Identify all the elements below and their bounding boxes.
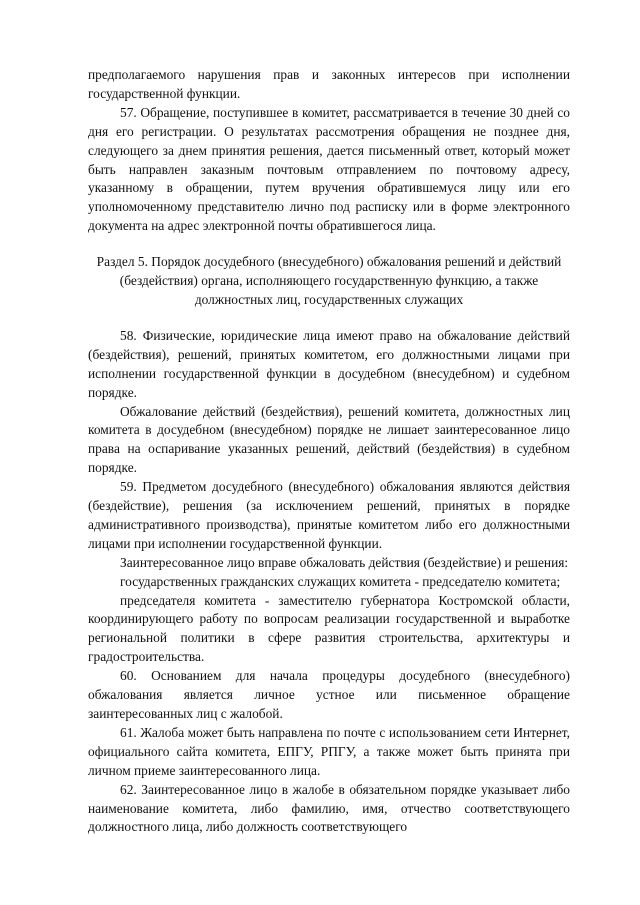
paragraph-62: 62. Заинтересованное лицо в жалобе в обязательном порядке указывает либо наименование комитета, либо фамилию, имя, отчество соответствующего должностного лица, либо должность соответствующего — [88, 781, 570, 835]
paragraph-58: 58. Физические, юридические лица имеют право на обжалование действий (бездействия), решений, принятых комитетом, его должностными лицами при исполнении государственной функции в досудебном (внесудебном) и судебном порядке. — [88, 327, 570, 400]
list-item-chairman: председателя комитета - заместителю губернатора Костромской области, координирующего работу по вопросам реализации государственной и выработке региональной политики в сфере развития строительства, архитектуры и градостроительства. — [88, 592, 570, 665]
paragraph-58-appeal: Обжалование действий (бездействия), решений комитета, должностных лиц комитета в досудебном (внесудебном) порядке не лишает заинтересованное лицо права на оспаривание указанных решений, действий (бездействия) в судебном порядке. — [88, 403, 570, 476]
paragraph-60: 60. Основанием для начала процедуры досудебного (внесудебного) обжалования является личное устное или письменное обращение заинтересованных лиц с жалобой. — [88, 668, 570, 721]
list-item-servants: государственных гражданских служащих комитета - председателю комитета; — [120, 573, 561, 589]
section-heading: Раздел 5. Порядок досудебного (внесудебного) обжалования решений и действий (бездействия) органа, исполняющего государственную функцию, а также должностных лиц, государственных служащих — [96, 254, 562, 307]
paragraph-continuation: предполагаемого нарушения прав и законных интересов при исполнении государственной функции. — [88, 67, 570, 101]
paragraph-59-right: Заинтересованное лицо вправе обжаловать действия (бездействие) и решения: — [120, 554, 569, 570]
paragraph-59: 59. Предметом досудебного (внесудебного) обжалования являются действия (бездействие), решения (за исключением решений, принятых в порядке административного производства), принятые комитетом либо его должностными лицами при исполнении государственной функции. — [88, 479, 570, 551]
paragraph-61: 61. Жалоба может быть направлена по почте с использованием сети Интернет, официального сайта комитета, ЕПГУ, РПГУ, а также может быть принята при личном приеме заинтересованного лица. — [88, 724, 570, 778]
paragraph-57: 57. Обращение, поступившее в комитет, рассматривается в течение 30 дней со дня его регистрации. О результатах рассмотрения обращения не позднее дня, следующего за днем принятия решения, дается письменный ответ, который может быть направлен заказным почтовым отправлением по почтовому адресу, указанному в обращении, путем вручения обратившемуся лицу или его уполномоченному представителю лично под расписку или в форме электронного документа на адрес электронной почты обратившегося лица. — [88, 104, 570, 234]
